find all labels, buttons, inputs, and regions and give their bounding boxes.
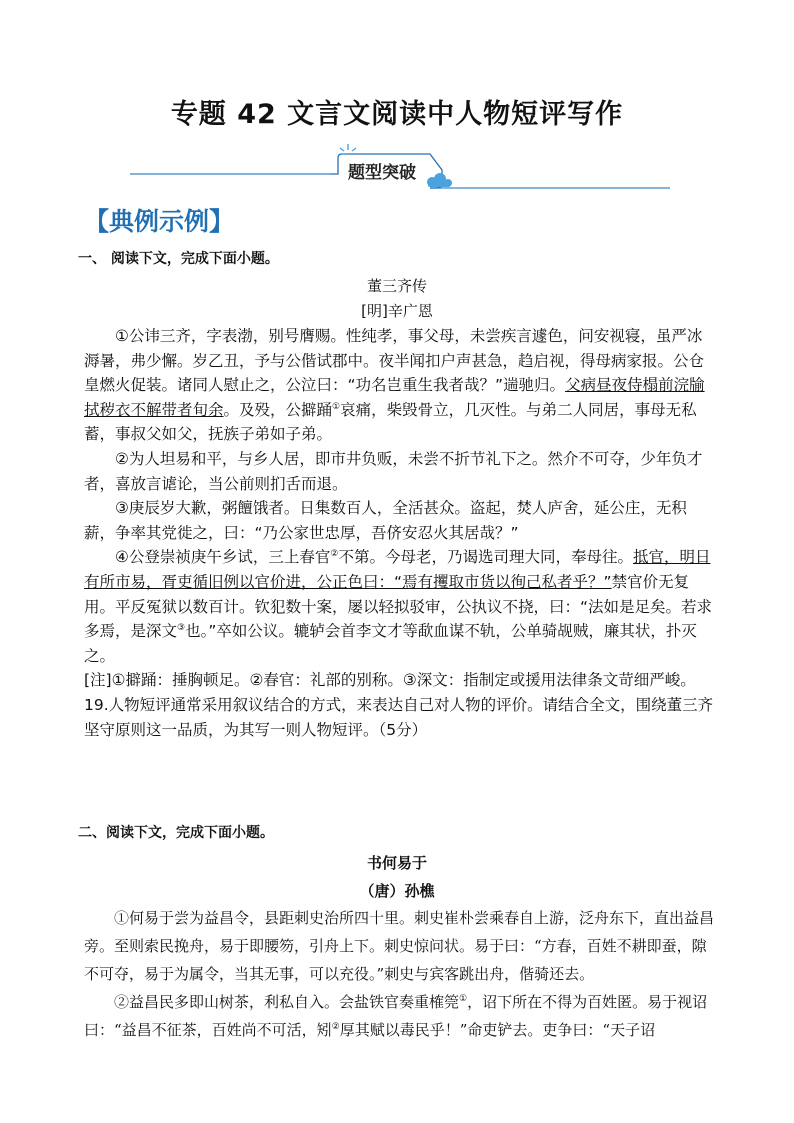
paragraph-1: ①公讳三齐，字表渤，别号膺赐。性纯孝，事父母，未尝疾言遽色，问安视寝，虽严冰溽暑，弗少懈。岁乙丑，予与公偕试郡中。夜半闻扣户声甚急，趋启视，得母病家报。公仓皇燃火促装。诸同人慰止之，公泣曰：“功名岂重生我者哉？”遄驰归。父病昼夜侍榻前浣牏拭秽衣不解带者旬余。及殁，公擗踊①哀痛，柴毁骨立，几灭性。与弟二人同居，事母无私蓄，事叔父如父，抚族子弟如子弟。	[84, 327, 705, 444]
paragraph-2: ②为人坦易和平，与乡人居，即市井负贩，未尝不折节礼下之。然介不可夺，少年负才者，喜放言谑论，当公前则扪舌而退。	[84, 449, 703, 493]
paragraph-2-1: ①何易于尝为益昌令，县距刺史治所四十里。刺史崔朴尝乘春自上游，泛舟东下，直出益昌旁。至则索民挽舟，易于即腰笏，引舟上下。刺史惊问状。易于曰：“方春，百姓不耕即蚕，隙不可夺，易于为属令，当其无事，可以充役。”刺史与宾客跳出舟，偕骑还去。	[84, 909, 715, 983]
sparkle-icon	[340, 144, 356, 154]
page-title: 专题 42 文言文阅读中人物短评写作	[170, 99, 624, 130]
text-title-2: 书何易于	[366, 854, 427, 872]
question-1-instruction: 一、 阅读下文，完成下面小题。	[78, 251, 279, 267]
text-author-2: （唐）孙樵	[359, 882, 435, 900]
paragraph-2-2: ②益昌民多即山树茶，利私自入。会盐铁官奏重榷筦①，诏下所在不得为百姓匿。易于视诏曰：“益昌不征茶，百姓尚不可活，矧②厚其赋以毒民乎！”命吏铲去。吏争曰：“天子诏	[84, 993, 708, 1039]
passage-1	[84, 324, 716, 742]
question-2-instruction: 二、阅读下文，完成下面小题。	[78, 825, 274, 841]
question-19: 19.人物短评通常采用叙议结合的方式，来表达自己对人物的评价。请结合全文，围绕董三齐坚守原则这一品质，为其写一则人物短评。（5分）	[84, 695, 714, 739]
underlined-sentence-2: 抵官，明日有所市易，胥吏循旧例以官价进，公正色曰：“焉有攫取市货以徇己私者乎？”	[84, 548, 711, 591]
section-banner	[130, 140, 670, 192]
cloud-icon	[427, 173, 452, 187]
section-heading: 【典例示例】	[84, 207, 235, 236]
underlined-sentence-1: 父病昼夜侍榻前浣牏拭秽衣不解带者旬余	[84, 376, 705, 419]
paragraph-4: ④公登崇祯庚午乡试，三上春官②不第。今母老，乃谒选司理大同，奉母往。抵官，明日有所市易，胥吏循旧例以官价进，公正色曰：“焉有攫取市货以徇己私者乎？”禁官价无复用。平反冤狱以数百计。钦犯数十案，屡以轻拟驳审，公执议不挠，曰：“法如是足矣。若求多焉，是深文③也。”卒如公议。辘轳会首李文才等歃血谋不轨，公单骑觇贼，廉其状，扑灭之。	[84, 548, 713, 665]
passage-2	[84, 904, 716, 1044]
text-title-1: 董三齐传	[366, 277, 427, 295]
footnotes: [注]①擗踊：捶胸顿足。②春官：礼部的别称。③深文：指制定或援用法律条文苛细严峻。	[84, 671, 696, 690]
paragraph-3: ③庚辰岁大歉，粥饘饿者。日集数百人，全活甚众。盗起，焚人庐舍，延公庄，无积薪，争率其党徙之，曰：“乃公家世忠厚，吾侪安忍火其居哉？”	[84, 499, 687, 542]
banner-label: 题型突破	[348, 163, 416, 183]
text-author-1: [明]辛广恩	[361, 302, 433, 320]
